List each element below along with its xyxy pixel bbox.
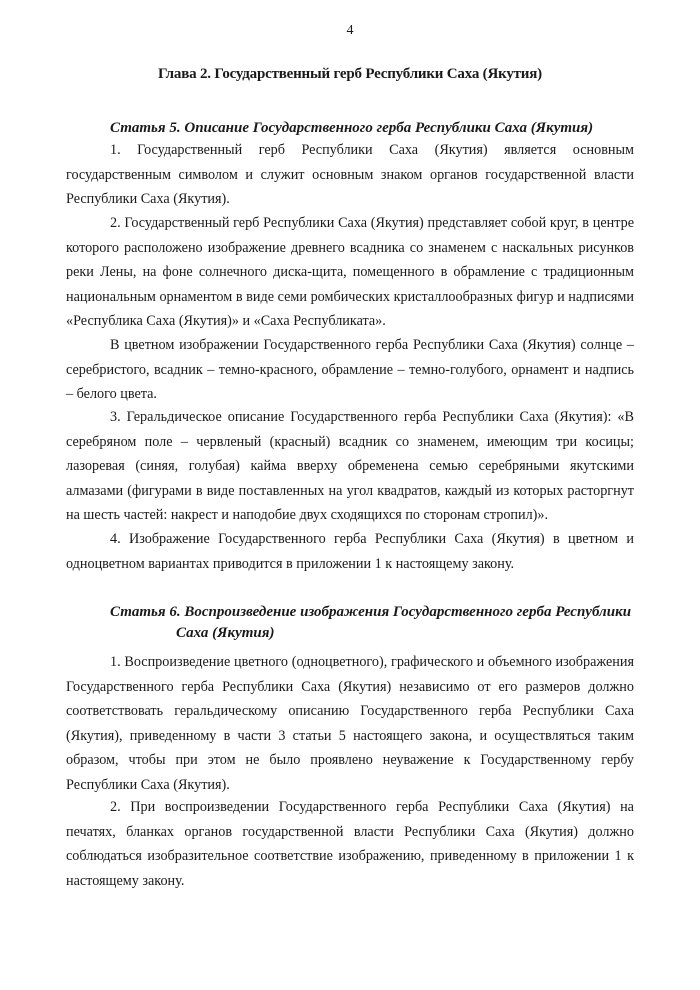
article-5-paragraph-4: 3. Геральдическое описание Государственного герба Республики Саха (Якутия): «В серебряном поле – червленый (красный) всадник со знаменем, имеющим три косицы; лазоревая (синяя, голубая) кайма вверху обременена семью серебряными якутскими алмазами (фигурами в виде поставленных на угол квадратов, каждый из которых расторгнут на шесть частей: накрест и наподобие двух сходящихся по сторонам стропил)».: [66, 409, 634, 523]
article-6-title: [110, 602, 650, 644]
article-5-paragraph-5: 4. Изображение Государственного герба Республики Саха (Якутия) в цветном и одноцветном вариантах приводится в приложении 1 к настоящему закону.: [66, 531, 634, 572]
article-5-paragraph-2: 2. Государственный герб Республики Саха (Якутия) представляет собой круг, в центре которого расположено изображение древнего всадника со знаменем с наскальных рисунков реки Лены, на фоне солнечного диска-щита, помещенного в обрамление с традиционным национальным орнаментом в виде семи ромбических кристаллообразных фигур и надписями «Республика Саха (Якутия)» и «Саха Республиката».: [66, 215, 634, 329]
article-5-paragraph-1: 1. Государственный герб Республики Саха (Якутия) является основным государственным символом и служит основным знаком органов государственной власти Республики Саха (Якутия).: [66, 142, 634, 207]
article-6-title-line-1: Статья 6. Воспроизведение изображения Государственного герба Республики: [110, 604, 632, 620]
article-6-paragraph-2: 2. При воспроизведении Государственного герба Республики Саха (Якутия) на печатях, бланках органов государственной власти Республики Саха (Якутия) должно соблюдаться изобразительное соответствие изображению, приведенному в приложении 1 к настоящему закону.: [66, 799, 634, 889]
article-5-paragraph-3: В цветном изображении Государственного герба Республики Саха (Якутия) солнце – серебристого, всадник – темно-красного, обрамление – темно-голубого, орнамент и надпись – белого цвета.: [66, 337, 634, 402]
article-5-title: Статья 5. Описание Государственного герба Республики Саха (Якутия): [110, 120, 594, 136]
article-6-paragraph-1: 1. Воспроизведение цветного (одноцветного), графического и объемного изображения Государственного герба Республики Саха (Якутия) независимо от его размеров должно соответствовать геральдическому описанию Государственного герба Республики Саха (Якутия), приведенному в части 3 статьи 5 настоящего закона, и осуществляться таким образом, чтобы при этом не было проявлено неуважение к Государственному гербу Республики Саха (Якутия).: [66, 654, 634, 793]
article-6-title-line-2: Саха (Якутия): [176, 625, 275, 641]
chapter-title: Глава 2. Государственный герб Республики Саха (Якутия): [158, 66, 542, 82]
page-number: 4: [346, 23, 354, 38]
